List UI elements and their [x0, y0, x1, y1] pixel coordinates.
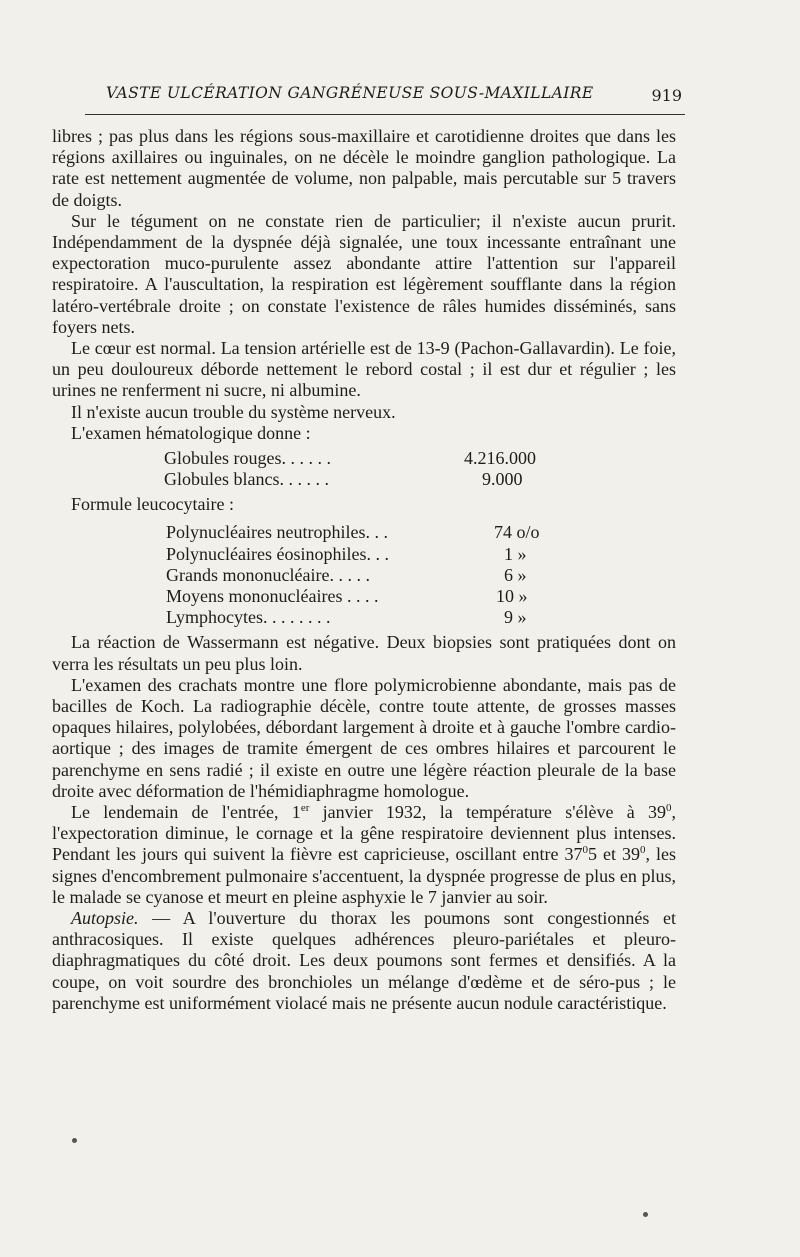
paragraph: Sur le tégument on ne constate rien de particulier; il n'existe aucun prurit. Indépendamment de la dyspnée déjà signalée, une toux incessante entraînant une expectoration muco-purulente assez abondante attire l'attention sur l'appareil respiratoire. A l'auscultation, la respiration est légèrement soufflante dans la région latéro-vertébrale droite ; on constate l'existence de râles humides disséminés, sans foyers nets.: [52, 210, 676, 337]
table-row: [52, 544, 676, 565]
row-label: Polynucléaires neutrophiles. . .: [166, 522, 388, 543]
row-label: Grands mononucléaire. . . . .: [166, 564, 370, 585]
paragraph: Il n'existe aucun trouble du système nerveux.: [71, 401, 396, 422]
table-row: [52, 565, 676, 586]
paragraph: L'examen des crachats montre une flore polymicrobienne abondante, mais pas de bacilles de Koch. La radiographie décèle, contre toute attente, de grosses masses opaques hilaires, polylobées, débordant largement à droite et à gauche l'ombre cardio-aortique ; des images de tramite émergent de ces ombres hilaires et parcourent le parenchyme en sens radié ; il existe en outre une légère réaction pleurale de la base droite avec déformation de l'hémidiaphragme homologue.: [52, 674, 676, 801]
row-label: Lymphocytes. . . . . . . .: [166, 607, 331, 628]
leukocyte-formula-table: [52, 522, 676, 628]
paragraph-lendemain: Le lendemain de l'entrée, 1er janvier 1932, la température s'élève à $39^0$, l'expectoration diminue, le cornage et la gêne respiratoire deviennent plus intenses. Pendant les jours qui suivent la fièvre est capricieuse, oscillant entre $37^05$ et $39^0$, les signes d'encombrement pulmonaire s'accentuent, la dyspnée progresse de plus en plus, le malade se cyanose et meurt en pleine asphyxie le 7 janvier au soir.: [52, 801, 676, 907]
row-value: 1 »: [504, 543, 527, 564]
paragraph: Le cœur est normal. La tension artérielle est de 13-9 (Pachon-Gallavardin). Le foie, un peu douloureux déborde nettement le rebord costal ; il est dur et régulier ; les urines ne renferment ni sucre, ni albumine.: [52, 338, 676, 401]
page-number: 919: [651, 86, 682, 105]
table-row: [52, 469, 676, 490]
running-header: [90, 82, 688, 108]
row-value: 9.000: [482, 469, 523, 490]
paragraph: La réaction de Wassermann est négative. Deux biopsies sont pratiquées dont on verra les résultats un peu plus loin.: [52, 632, 676, 674]
row-value: 4.216.000: [464, 448, 536, 469]
table-row: [52, 586, 676, 607]
row-value: 74 o/o: [494, 522, 540, 543]
table-row: [52, 522, 676, 543]
formula-title: Formule leucocytaire :: [71, 494, 234, 515]
autopsie-text: — A l'ouverture du thorax les poumons sont congestionnés et anthracosiques. Il existe quelques adhérences pleuro-pariétales et pleuro-diaphragmatiques du côté droit. Les deux poumons sont fermes et densifiés. A la coupe, on voit sourdre des bronchioles un mélange d'œdème et de séro-pus ; le parenchyme est uniformément violacé mais ne présente aucun nodule caractéristique.: [52, 908, 676, 1013]
row-value: 10 »: [496, 585, 528, 606]
autopsie-label: Autopsie.: [71, 908, 139, 928]
body-text: [52, 126, 676, 1014]
header-rule: [85, 114, 685, 115]
row-value: 9 »: [504, 607, 527, 628]
paragraph: L'examen hématologique donne :: [71, 422, 311, 443]
row-label: Globules blancs. . . . . .: [164, 469, 329, 490]
row-value: 6 »: [504, 564, 527, 585]
blood-count-table: [52, 448, 676, 490]
paragraph: libres ; pas plus dans les régions sous-maxillaire et carotidienne droites que dans les régions axillaires ou inguinales, on ne décèle le moindre ganglion pathologique. La rate est nettement augmentée de volume, non palpable, mais percutable sur 5 travers de doigts.: [52, 126, 676, 210]
paragraph-autopsie: [52, 908, 676, 1014]
row-label: Globules rouges. . . . . .: [164, 448, 331, 469]
row-label: Polynucléaires éosinophiles. . .: [166, 543, 389, 564]
running-title: VASTE ULCÉRATION GANGRÉNEUSE SOUS-MAXILLAIRE: [106, 84, 594, 102]
row-label: Moyens mononucléaires . . . .: [166, 585, 379, 606]
table-row: [52, 448, 676, 469]
table-row: [52, 607, 676, 628]
ink-speck: [643, 1212, 648, 1217]
ink-speck: [72, 1138, 77, 1143]
